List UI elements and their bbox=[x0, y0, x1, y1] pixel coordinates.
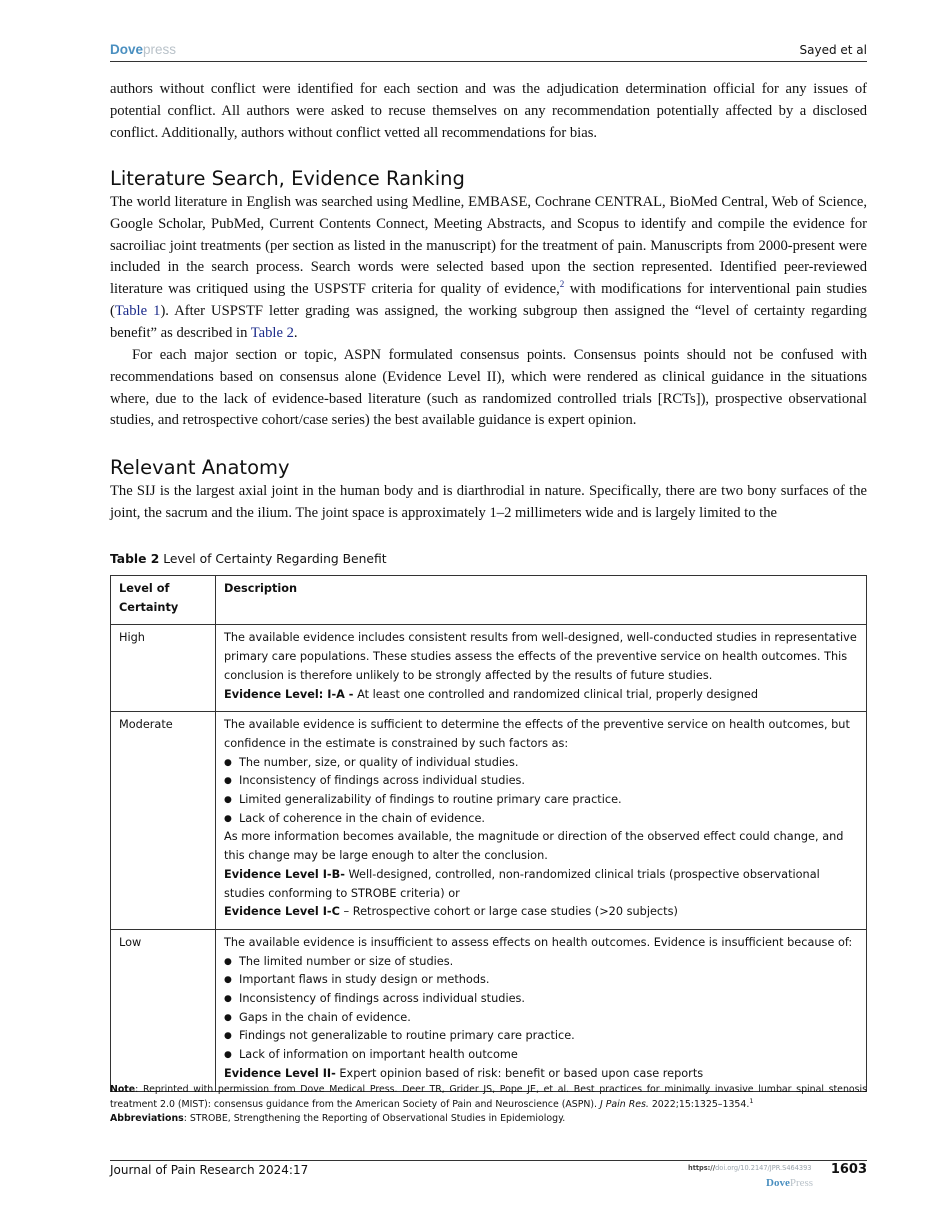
note-label: Note bbox=[110, 1084, 136, 1095]
evidence-level-label: Evidence Level: I-A - bbox=[224, 687, 354, 701]
description-intro: The available evidence includes consistent results from well-designed, well-conducted studies in representative primary care populations. These studies assess the effects of the preventive service on health outcomes. This conclusion is therefore unlikely to be strongly affected by the results of future studies. bbox=[224, 631, 857, 682]
table-note bbox=[110, 1083, 867, 1112]
table-header-row bbox=[111, 576, 867, 625]
table-2-link[interactable]: Table 2 bbox=[250, 324, 294, 341]
evidence-level-line bbox=[224, 1065, 858, 1084]
abbreviations-label: Abbreviations bbox=[110, 1113, 184, 1124]
table-1-link[interactable]: Table 1 bbox=[114, 302, 161, 319]
doi-text: doi.org/10.2147/JPR.S464393 bbox=[715, 1164, 812, 1172]
table-label: Table 2 bbox=[110, 552, 160, 566]
list-item: ● Gaps in the chain of evidence. bbox=[224, 1009, 858, 1028]
running-authors: Sayed et al bbox=[799, 43, 867, 57]
list-item: ● Inconsistency of findings across individual studies. bbox=[224, 990, 858, 1009]
table-row-moderate bbox=[111, 712, 867, 930]
running-header bbox=[110, 41, 867, 62]
logo-text-dove: Dove bbox=[766, 1177, 790, 1189]
list-item: ● Lack of information on important health outcome bbox=[224, 1046, 858, 1065]
evidence-level-line bbox=[224, 903, 858, 922]
logo-text-press: Press bbox=[789, 1177, 814, 1189]
evidence-level-label: Evidence Level II- bbox=[224, 1066, 336, 1080]
column-header-level: Level of Certainty bbox=[111, 576, 216, 625]
heading-relevant-anatomy: Relevant Anatomy bbox=[110, 456, 290, 479]
description-intro: The available evidence is insufficient to assess effects on health outcomes. Evidence is insufficient because of: bbox=[224, 935, 853, 949]
level-cell: Low bbox=[111, 929, 216, 1091]
description-cell bbox=[216, 929, 867, 1091]
page-number: 1603 bbox=[830, 1162, 867, 1177]
certainty-table bbox=[110, 575, 867, 1092]
level-cell: High bbox=[111, 625, 216, 712]
table-row-high bbox=[111, 625, 867, 712]
evidence-level-line bbox=[224, 686, 858, 705]
text-span: . bbox=[293, 324, 298, 341]
paragraph-conflict: authors without conflict were identified for each section and was the adjudication determination official for any issues of potential conflict. All authors were asked to recuse themselves on any recommendation potentially affected by a disclosed conflict. Additionally, authors without conflict vetted all recommendations for bias. bbox=[110, 81, 867, 141]
description-intro: The available evidence is sufficient to determine the effects of the preventive service on health outcomes, but confidence in the estimate is constrained by such factors as: bbox=[224, 718, 850, 750]
evidence-level-text: Well-designed, controlled, non-randomized clinical trials (prospective observational studies conforming to STROBE criteria) or bbox=[224, 867, 820, 900]
factor-list bbox=[224, 754, 858, 829]
table-notes bbox=[110, 1083, 867, 1127]
heading-literature-search: Literature Search, Evidence Ranking bbox=[110, 167, 465, 190]
note-text: : Reprinted with permission from Dove Medical Press. Deer TR, Grider JS, Pope JE, et al. Best practices for minimally invasive lumbar spinal stenosis treatment 2.0 (MIST): consensus guidance from the American Society of Pain and Neuroscience (ASPN). bbox=[110, 1084, 867, 1110]
paragraph-anatomy: The SIJ is the largest axial joint in the human body and is diarthrodial in nature. Specifically, there are two bony surfaces of the joint, the sacrum and the ilium. The joint space is approximately 1–2 millimeters wide and is largely limited to the bbox=[110, 483, 867, 521]
list-item: ● Lack of coherence in the chain of evidence. bbox=[224, 810, 858, 829]
logo-text-dove: Dove bbox=[110, 42, 144, 57]
column-header-description: Description bbox=[216, 576, 867, 625]
abbreviations-text: : STROBE, Strengthening the Reporting of Observational Studies in Epidemiology. bbox=[183, 1113, 566, 1124]
text-span: ). After USPSTF letter grading was assigned, the working subgroup then assigned the “level of certainty regarding benefit” as described in bbox=[110, 302, 867, 341]
evidence-level-text: – Retrospective cohort or large case studies (>20 subjects) bbox=[339, 905, 678, 919]
table-caption bbox=[110, 552, 387, 566]
list-item: ● The limited number or size of studies. bbox=[224, 953, 858, 972]
citation-link[interactable]: 1 bbox=[749, 1096, 754, 1105]
factor-list bbox=[224, 953, 858, 1065]
note-tail: 2022;15:1325–1354. bbox=[648, 1098, 750, 1110]
publisher-logo bbox=[110, 42, 176, 57]
text-span: with modifications for interventional pain studies ( bbox=[110, 281, 867, 319]
table-row-low bbox=[111, 929, 867, 1091]
logo-text-press: press bbox=[143, 42, 177, 57]
footer-divider bbox=[110, 1160, 867, 1161]
evidence-level-label: Evidence Level I-C bbox=[224, 905, 340, 919]
list-item: ● Findings not generalizable to routine primary care practice. bbox=[224, 1027, 858, 1046]
description-cell bbox=[216, 625, 867, 712]
level-cell: Moderate bbox=[111, 712, 216, 930]
evidence-level-line bbox=[224, 866, 858, 903]
paragraph-literature-search bbox=[110, 192, 867, 345]
note-journal: J Pain Res. bbox=[600, 1098, 649, 1110]
doi-link[interactable] bbox=[688, 1164, 812, 1172]
evidence-level-text: At least one controlled and randomized clinical trial, properly designed bbox=[353, 687, 758, 701]
table-title: Level of Certainty Regarding Benefit bbox=[163, 552, 387, 566]
list-item: ● The number, size, or quality of individual studies. bbox=[224, 754, 858, 773]
description-cell bbox=[216, 712, 867, 930]
list-item: ● Important flaws in study design or methods. bbox=[224, 971, 858, 990]
description-outro: As more information becomes available, the magnitude or direction of the observed effect could change, and this change may be large enough to alter the conclusion. bbox=[224, 830, 844, 863]
citation-link[interactable]: 2 bbox=[559, 279, 565, 290]
evidence-level-label: Evidence Level I-B- bbox=[224, 867, 345, 881]
evidence-level-text: Expert opinion based of risk: benefit or based upon case reports bbox=[335, 1066, 704, 1080]
list-item: ● Inconsistency of findings across individual studies. bbox=[224, 772, 858, 791]
doi-prefix: https:// bbox=[688, 1164, 716, 1172]
table-abbreviations bbox=[110, 1112, 867, 1127]
list-item: ● Limited generalizability of findings to routine primary care practice. bbox=[224, 791, 858, 810]
text-span: The world literature in English was searched using Medline, EMBASE, Cochrane CENTRAL, BioMed Central, Web of Science, Google Scholar, PubMed, Current Contents Connect, Meeting Abstracts, and Scopus to identify and compile the evidence for sacroiliac joint treatments (per section as listed in the manuscript) for the treatment of pain. Manuscripts from 2000-present were included in the search process. Search words were selected based upon the section represented. Identified peer-reviewed literature was critiqued using the USPSTF criteria for quality of evidence, bbox=[110, 194, 867, 298]
footer-publisher-logo bbox=[766, 1177, 813, 1189]
paragraph-consensus: For each major section or topic, ASPN formulated consensus points. Consensus points should not be confused with recommendations based on consensus alone (Evidence Level II), which were rendered as clinical guidance in the situations where, due to the lack of evidence-based literature (such as randomized controlled trials [RCTs]), prospective observational studies, and retrospective cohort/case series) the best available guidance is expert opinion. bbox=[110, 347, 867, 429]
journal-citation: Journal of Pain Research 2024:17 bbox=[110, 1163, 309, 1177]
